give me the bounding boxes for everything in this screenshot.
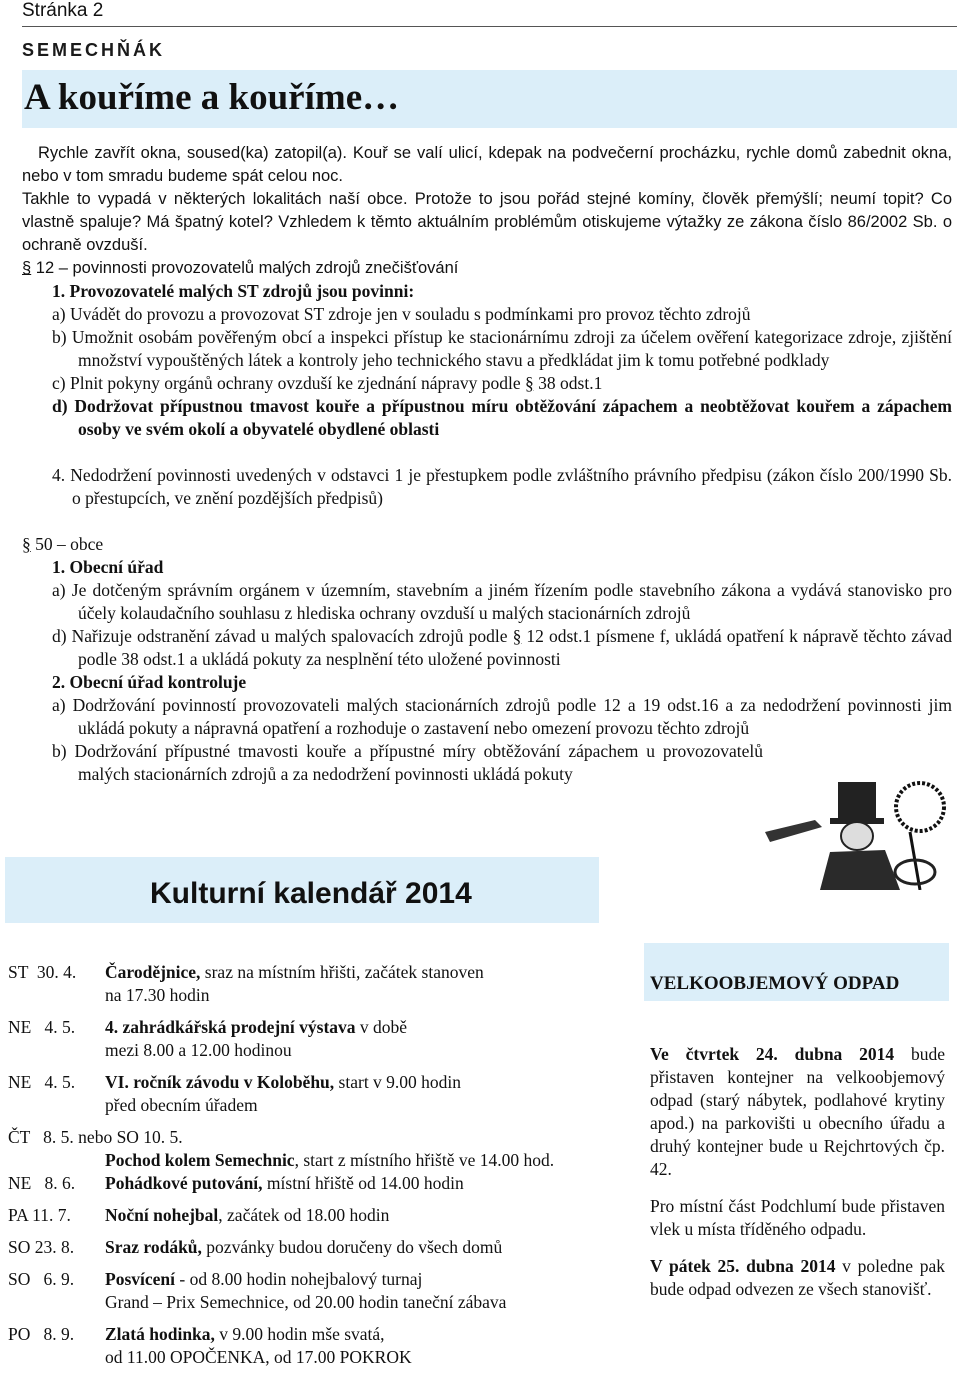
calendar-event-detail: start v 9.00 hodin <box>334 1072 462 1092</box>
control-a: a) Dodržování povinností provozovateli malých stacionárních zdrojů podle 12 a 19 odst.16 a za nedodržení povinnosti jim ukládá pokuty a nápravná opatření a rozhoduje o zastavení nebo omezení provozu těchto zdrojů <box>52 695 952 738</box>
calendar-event-line2: mezi 8.00 a 12.00 hodinou <box>105 1040 292 1060</box>
calendar-row <box>8 1016 628 1062</box>
section-50-heading <box>22 533 952 556</box>
page-number: Stránka 2 <box>22 0 104 21</box>
calendar-row <box>8 961 628 1007</box>
office-heading: 1. Obecní úřad <box>52 557 164 577</box>
calendar-row <box>8 1236 628 1259</box>
calendar-event-detail: - od 8.00 hodin nohejbalový turnaj <box>175 1269 423 1289</box>
calendar-event-name: Sraz rodáků, <box>105 1237 202 1257</box>
obligations-heading: 1. Provozovatelé malých ST zdrojů jsou povinni: <box>52 281 415 301</box>
waste-date-2: V pátek 25. dubna 2014 <box>650 1256 836 1276</box>
calendar-date: NE 8. 6. <box>8 1173 76 1193</box>
obligation-c <box>22 372 952 395</box>
section-12-title: 12 – povinnosti provozovatelů malých zdrojů znečišťování <box>35 259 459 277</box>
section-icon: § <box>22 259 32 277</box>
calendar-event <box>105 1016 407 1039</box>
calendar-event-detail: místní hřiště od 14.00 hodin <box>262 1173 464 1193</box>
calendar-date: NE 4. 5. <box>8 1072 76 1092</box>
office-control-heading: 2. Obecní úřad kontroluje <box>52 672 247 692</box>
calendar-event-name: Posvícení <box>105 1269 175 1289</box>
calendar-row <box>8 1204 628 1227</box>
calendar-event-name: Noční nohejbal <box>105 1205 219 1225</box>
waste-p3-text: v poledne pak bude odpad odvezen ze všech stanovišť. <box>650 1256 945 1299</box>
waste-date-1: Ve čtvrtek 24. dubna 2014 <box>650 1044 895 1064</box>
calendar-row <box>8 1172 628 1195</box>
calendar-event-name: VI. ročník závodu v Koloběhu, <box>105 1072 335 1092</box>
calendar-event-detail: , start z místního hřiště ve 14.00 hod. <box>294 1150 555 1170</box>
calendar-row <box>8 1071 628 1117</box>
calendar-event-detail: , začátek od 18.00 hodin <box>218 1205 390 1225</box>
office-d-text: d) Nařizuje odstranění závad u malých spalovacích zdrojů podle <box>52 626 508 646</box>
calendar-date: ČT 8. 5. nebo SO 10. 5. <box>8 1127 183 1147</box>
control-b: b) Dodržování přípustné tmavosti kouře a přípustné míry obtěžování zápachem u provozovatelů malých stacionárních zdrojů a za nedodržení povinnosti ukládá pokuty <box>52 741 763 784</box>
waste-banner <box>644 943 949 1001</box>
calendar-event-detail: pozvánky budou doručeny do všech domů <box>201 1237 503 1257</box>
office-a: a) Je dotčeným správním orgánem v územním, stavebním a jiném řízením podle stavebního zákona a vydává stanovisko pro účely kolaudačního souhlasu z hlediska ochrany ovzduší u malých stacionárních zdrojů <box>52 580 952 623</box>
calendar-date: ST 30. 4. <box>8 962 77 982</box>
calendar-event-line2: před obecním úřadem <box>105 1095 258 1115</box>
calendar-row <box>8 1268 628 1314</box>
calendar-date <box>8 1149 105 1172</box>
article-body <box>22 142 952 786</box>
calendar-event-line2: na 17.30 hodin <box>105 985 210 1005</box>
calendar-date: SO 6. 9. <box>8 1269 75 1289</box>
calendar-event <box>105 1236 502 1259</box>
obligation-c-ref: 38 odst.1 <box>533 373 603 393</box>
calendar-event-line2: Grand – Prix Semechnice, od 20.00 hodin taneční zábava <box>105 1292 507 1312</box>
calendar-row <box>8 1126 628 1149</box>
calendar-banner <box>5 857 599 923</box>
waste-p1-text: bude přistaven kontejner na velkoobjemový odpad (starý nábytek, podlahové krytiny apod.) na parkovišti u obecního úřadu a druhý kontejner bude u Rejchrtových čp. 42. <box>650 1044 945 1179</box>
calendar-title: Kulturní kalendář 2014 <box>150 877 472 910</box>
waste-text <box>650 1043 945 1301</box>
calendar-event <box>105 1323 385 1346</box>
calendar-date: SO 23. 8. <box>8 1237 75 1257</box>
calendar-event-line2: od 11.00 OPOČENKA, od 17.00 POKROK <box>105 1347 412 1367</box>
calendar-list <box>8 961 628 1378</box>
calendar-event-name: Zlatá hodinka, <box>105 1324 215 1344</box>
calendar-event-name: Pohádkové putování, <box>105 1173 263 1193</box>
article-title: A kouříme a kouříme… <box>24 77 400 118</box>
calendar-event <box>105 961 484 984</box>
office-d <box>22 625 952 671</box>
calendar-event-name: 4. zahrádkářská prodejní výstava <box>105 1017 356 1037</box>
calendar-date: PO 8. 9. <box>8 1324 75 1344</box>
office-d-rest: 12 odst.1 písmene f, ukládá opatření k nápravě těchto závad podle 38 odst.1 a ukládá pokuty za nesplnění této uložené povinnosti <box>78 626 953 669</box>
section-50-title: 50 – obce <box>30 534 104 554</box>
calendar-event <box>105 1204 389 1227</box>
waste-paragraph-3 <box>650 1255 945 1301</box>
obligation-a: a) Uvádět do provozu a provozovat ST zdroje jen v souladu s podmínkami pro provoz těchto zdrojů <box>52 304 751 324</box>
header-rule <box>22 26 957 27</box>
calendar-row <box>8 1323 628 1369</box>
calendar-event <box>105 1071 461 1094</box>
section-icon: § <box>525 373 534 393</box>
calendar-event <box>105 1172 464 1195</box>
section-icon: § <box>22 534 31 554</box>
calendar-event-name: Čarodějnice, <box>105 962 201 982</box>
calendar-date: NE 4. 5. <box>8 1017 76 1037</box>
waste-paragraph-1 <box>650 1043 945 1181</box>
calendar-row <box>8 1149 628 1172</box>
calendar-date: PA 11. 7. <box>8 1205 71 1225</box>
newsletter-name: SEMECHŇÁK <box>22 40 166 60</box>
calendar-event-detail: v 9.00 hodin mše svatá, <box>214 1324 385 1344</box>
paragraph-4: 4. Nedodržení povinnosti uvedených v odstavci 1 je přestupkem podle zvláštního právního předpisu (zákon číslo 200/1990 Sb. o přestupcích, ve znění pozdějších předpisů) <box>52 465 952 508</box>
article-title-banner <box>22 70 957 128</box>
obligation-c-text: c) Plnit pokyny orgánů ochrany ovzduší ke zjednání nápravy podle <box>52 373 521 393</box>
calendar-event-detail: sraz na místním hřišti, začátek stanoven <box>200 962 484 982</box>
calendar-event-name: Pochod kolem Semechnic <box>105 1150 295 1170</box>
intro-paragraph-2: Takhle to vypadá v některých lokalitách naší obce. Protože to jsou pořád stejné komíny, člověk přemýšlí; neumí topit? Co vlastně spaluje? Má špatný kotel? Vzhledem k těmto aktuálním problémům otiskujeme výtažky ze zákona číslo 86/2002 Sb. o ochraně ovzduší. <box>22 190 952 254</box>
calendar-event <box>105 1149 554 1172</box>
waste-title: VELKOOBJEMOVÝ ODPAD <box>650 973 900 994</box>
calendar-event-detail: v době <box>355 1017 408 1037</box>
section-12-heading <box>22 257 952 280</box>
section-icon: § <box>512 626 522 646</box>
obligation-b: b) Umožnit osobám pověřeným obcí a inspekci přístup ke stacionárnímu zdroji za účelem ověření kategorizace zdroje, zjištění množství vypouštěných látek a kontroly jeho technického stavu a předkládat jim k tomu potřebné podklady <box>52 327 952 370</box>
obligation-d: d) Dodržovat přípustnou tmavost kouře a přípustnou míru obtěžování zápachem a neobtěžovat kouřem a zápachem osoby ve svém okolí a obyvatelé obydlené oblasti <box>52 396 952 439</box>
calendar-event <box>105 1268 422 1291</box>
waste-paragraph-2: Pro místní část Podchlumí bude přistaven vlek u místa tříděného odpadu. <box>650 1196 945 1239</box>
intro-paragraph-1: Rychle zavřít okna, soused(ka) zatopil(a). Kouř se valí ulicí, kdepak na podvečerní procházku, rychle domů zabednit okna, nebo v tom smradu budeme spát celou noc. <box>22 144 952 185</box>
chimney-sweep-illustration <box>760 772 955 890</box>
